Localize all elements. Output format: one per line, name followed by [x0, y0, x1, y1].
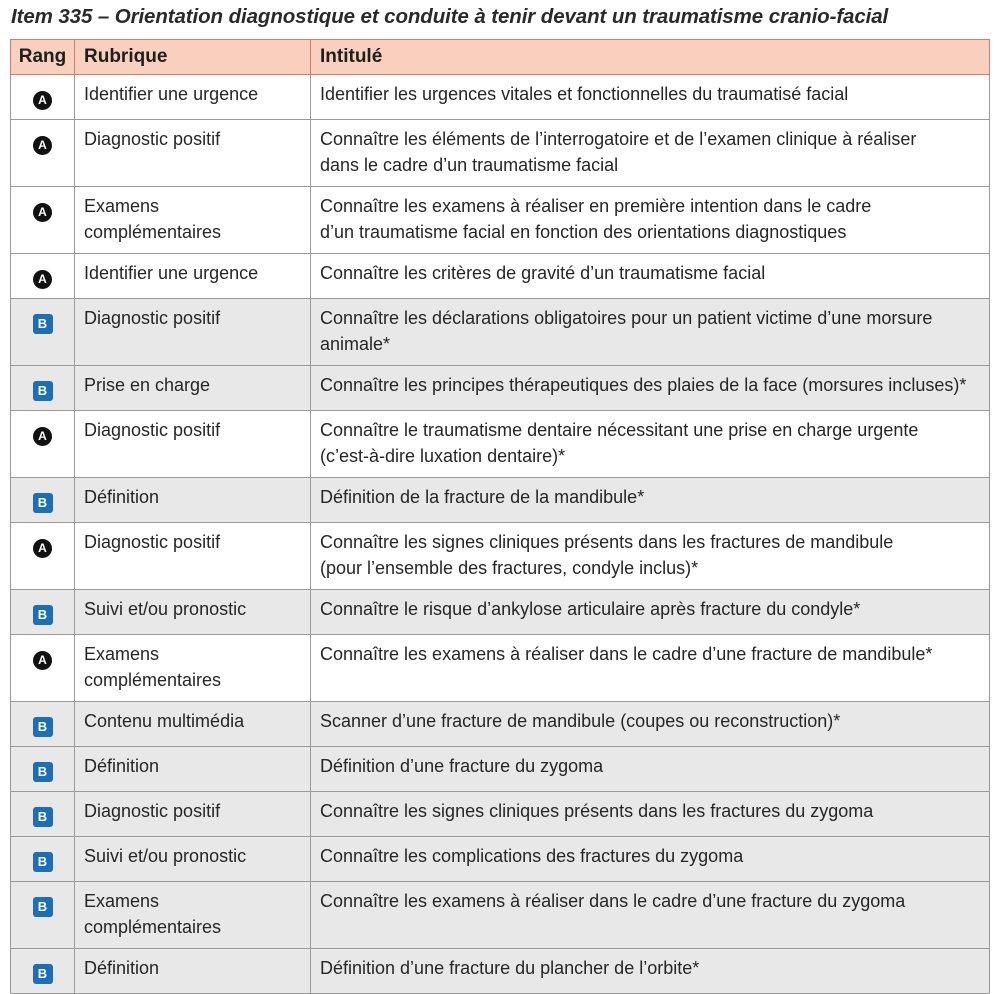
rubrique-cell: Diagnostic positif — [75, 299, 311, 366]
intitule-cell — [311, 411, 990, 478]
rang-cell — [11, 120, 75, 187]
rank-b-badge: B — [33, 807, 53, 827]
rank-b-badge: B — [33, 964, 53, 984]
intitule-cell — [311, 792, 990, 837]
intitule-line: Connaître les éléments de l’interrogatoire et de l’examen clinique à réaliser — [320, 129, 917, 149]
page-title: Item 335 – Orientation diagnostique et conduite à tenir devant un traumatisme cranio-facial — [11, 5, 889, 28]
intitule-cell — [311, 747, 990, 792]
rang-cell — [11, 882, 75, 949]
intitule-cell — [311, 187, 990, 254]
table-row — [11, 882, 990, 949]
table-row — [11, 187, 990, 254]
intitule-line: Identifier les urgences vitales et fonctionnelles du traumatisé facial — [320, 84, 849, 104]
intitule-cell — [311, 75, 990, 120]
rang-cell — [11, 590, 75, 635]
intitule-line: Connaître le risque d’ankylose articulaire après fracture du condyle* — [320, 599, 861, 619]
table-row — [11, 635, 990, 702]
intitule-line: Connaître les principes thérapeutiques des plaies de la face (morsures incluses)* — [320, 375, 967, 395]
intitule-line: Connaître le traumatisme dentaire nécessitant une prise en charge urgente — [320, 420, 919, 440]
rang-cell — [11, 75, 75, 120]
rank-b-badge: B — [33, 762, 53, 782]
table-row — [11, 75, 990, 120]
rank-a-badge: A — [33, 203, 52, 222]
intitule-line: Connaître les examens à réaliser dans le cadre d’une fracture du zygoma — [320, 891, 906, 911]
rubrique-cell: Définition — [75, 747, 311, 792]
intitule-line: Connaître les examens à réaliser en première intention dans le cadre — [320, 196, 872, 216]
intitule-line: Connaître les critères de gravité d’un traumatisme facial — [320, 263, 766, 283]
rank-a-badge: A — [33, 539, 52, 558]
rang-cell — [11, 702, 75, 747]
rubrique-cell: Examens complémentaires — [75, 635, 311, 702]
intitule-cell — [311, 299, 990, 366]
rang-cell — [11, 523, 75, 590]
rubrique-cell: Examens complémentaires — [75, 187, 311, 254]
intitule-line: Définition d’une fracture du zygoma — [320, 756, 604, 776]
rang-cell — [11, 411, 75, 478]
intitule-line: Connaître les signes cliniques présents dans les fractures de mandibule — [320, 532, 894, 552]
rubrique-cell: Définition — [75, 949, 311, 994]
header-intitule: Intitulé — [311, 40, 990, 75]
table-body — [11, 75, 990, 994]
rubrique-cell: Diagnostic positif — [75, 120, 311, 187]
intitule-cell — [311, 882, 990, 949]
header-rubrique: Rubrique — [75, 40, 311, 75]
rang-cell — [11, 949, 75, 994]
intitule-cell — [311, 837, 990, 882]
rank-b-badge: B — [33, 852, 53, 872]
table-row — [11, 837, 990, 882]
rubrique-cell: Identifier une urgence — [75, 254, 311, 299]
intitule-line: Connaître les déclarations obligatoires pour un patient victime d’une morsure — [320, 308, 933, 328]
intitule-line: Définition d’une fracture du plancher de l’orbite* — [320, 958, 700, 978]
rang-cell — [11, 635, 75, 702]
intitule-cell — [311, 478, 990, 523]
rank-b-badge: B — [33, 897, 53, 917]
objectives-table — [10, 39, 990, 994]
intitule-cell — [311, 523, 990, 590]
intitule-cell — [311, 702, 990, 747]
rubrique-cell: Suivi et/ou pronostic — [75, 837, 311, 882]
table-row — [11, 590, 990, 635]
table-row — [11, 299, 990, 366]
intitule-line: animale* — [320, 334, 391, 354]
rang-cell — [11, 792, 75, 837]
rubrique-cell: Prise en charge — [75, 366, 311, 411]
rank-b-badge: B — [33, 717, 53, 737]
rang-cell — [11, 187, 75, 254]
intitule-line: Scanner d’une fracture de mandibule (coupes ou reconstruction)* — [320, 711, 841, 731]
rubrique-cell: Diagnostic positif — [75, 411, 311, 478]
intitule-cell — [311, 120, 990, 187]
table-row — [11, 702, 990, 747]
rubrique-cell: Examens complémentaires — [75, 882, 311, 949]
table-row — [11, 478, 990, 523]
intitule-cell — [311, 590, 990, 635]
table-row — [11, 254, 990, 299]
rank-a-badge: A — [33, 136, 52, 155]
rang-cell — [11, 366, 75, 411]
header-rang: Rang — [11, 40, 75, 75]
rank-b-badge: B — [33, 493, 53, 513]
intitule-line: d’un traumatisme facial en fonction des orientations diagnostiques — [320, 222, 847, 242]
table-row — [11, 411, 990, 478]
rubrique-cell: Identifier une urgence — [75, 75, 311, 120]
rang-cell — [11, 837, 75, 882]
intitule-line: dans le cadre d’un traumatisme facial — [320, 155, 619, 175]
rubrique-cell: Suivi et/ou pronostic — [75, 590, 311, 635]
intitule-line: Connaître les examens à réaliser dans le cadre d’une fracture de mandibule* — [320, 644, 933, 664]
rubrique-cell: Contenu multimédia — [75, 702, 311, 747]
intitule-cell — [311, 949, 990, 994]
rang-cell — [11, 747, 75, 792]
rank-b-badge: B — [33, 314, 53, 334]
table-header-row — [11, 40, 990, 75]
table-row — [11, 792, 990, 837]
intitule-line: Connaître les signes cliniques présents dans les fractures du zygoma — [320, 801, 874, 821]
rang-cell — [11, 478, 75, 523]
rank-b-badge: B — [33, 381, 53, 401]
intitule-line: Connaître les complications des fractures du zygoma — [320, 846, 744, 866]
rank-b-badge: B — [33, 605, 53, 625]
table-row — [11, 120, 990, 187]
table-row — [11, 523, 990, 590]
rank-a-badge: A — [33, 427, 52, 446]
rank-a-badge: A — [33, 270, 52, 289]
rang-cell — [11, 254, 75, 299]
table-row — [11, 747, 990, 792]
intitule-cell — [311, 366, 990, 411]
rang-cell — [11, 299, 75, 366]
rank-a-badge: A — [33, 651, 52, 670]
intitule-line: Définition de la fracture de la mandibule* — [320, 487, 645, 507]
table-row — [11, 366, 990, 411]
intitule-cell — [311, 254, 990, 299]
rubrique-cell: Diagnostic positif — [75, 523, 311, 590]
rubrique-cell: Définition — [75, 478, 311, 523]
rank-a-badge: A — [33, 91, 52, 110]
table-row — [11, 949, 990, 994]
rubrique-cell: Diagnostic positif — [75, 792, 311, 837]
intitule-line: (pour l’ensemble des fractures, condyle inclus)* — [320, 558, 699, 578]
intitule-line: (c’est-à-dire luxation dentaire)* — [320, 446, 566, 466]
intitule-cell — [311, 635, 990, 702]
